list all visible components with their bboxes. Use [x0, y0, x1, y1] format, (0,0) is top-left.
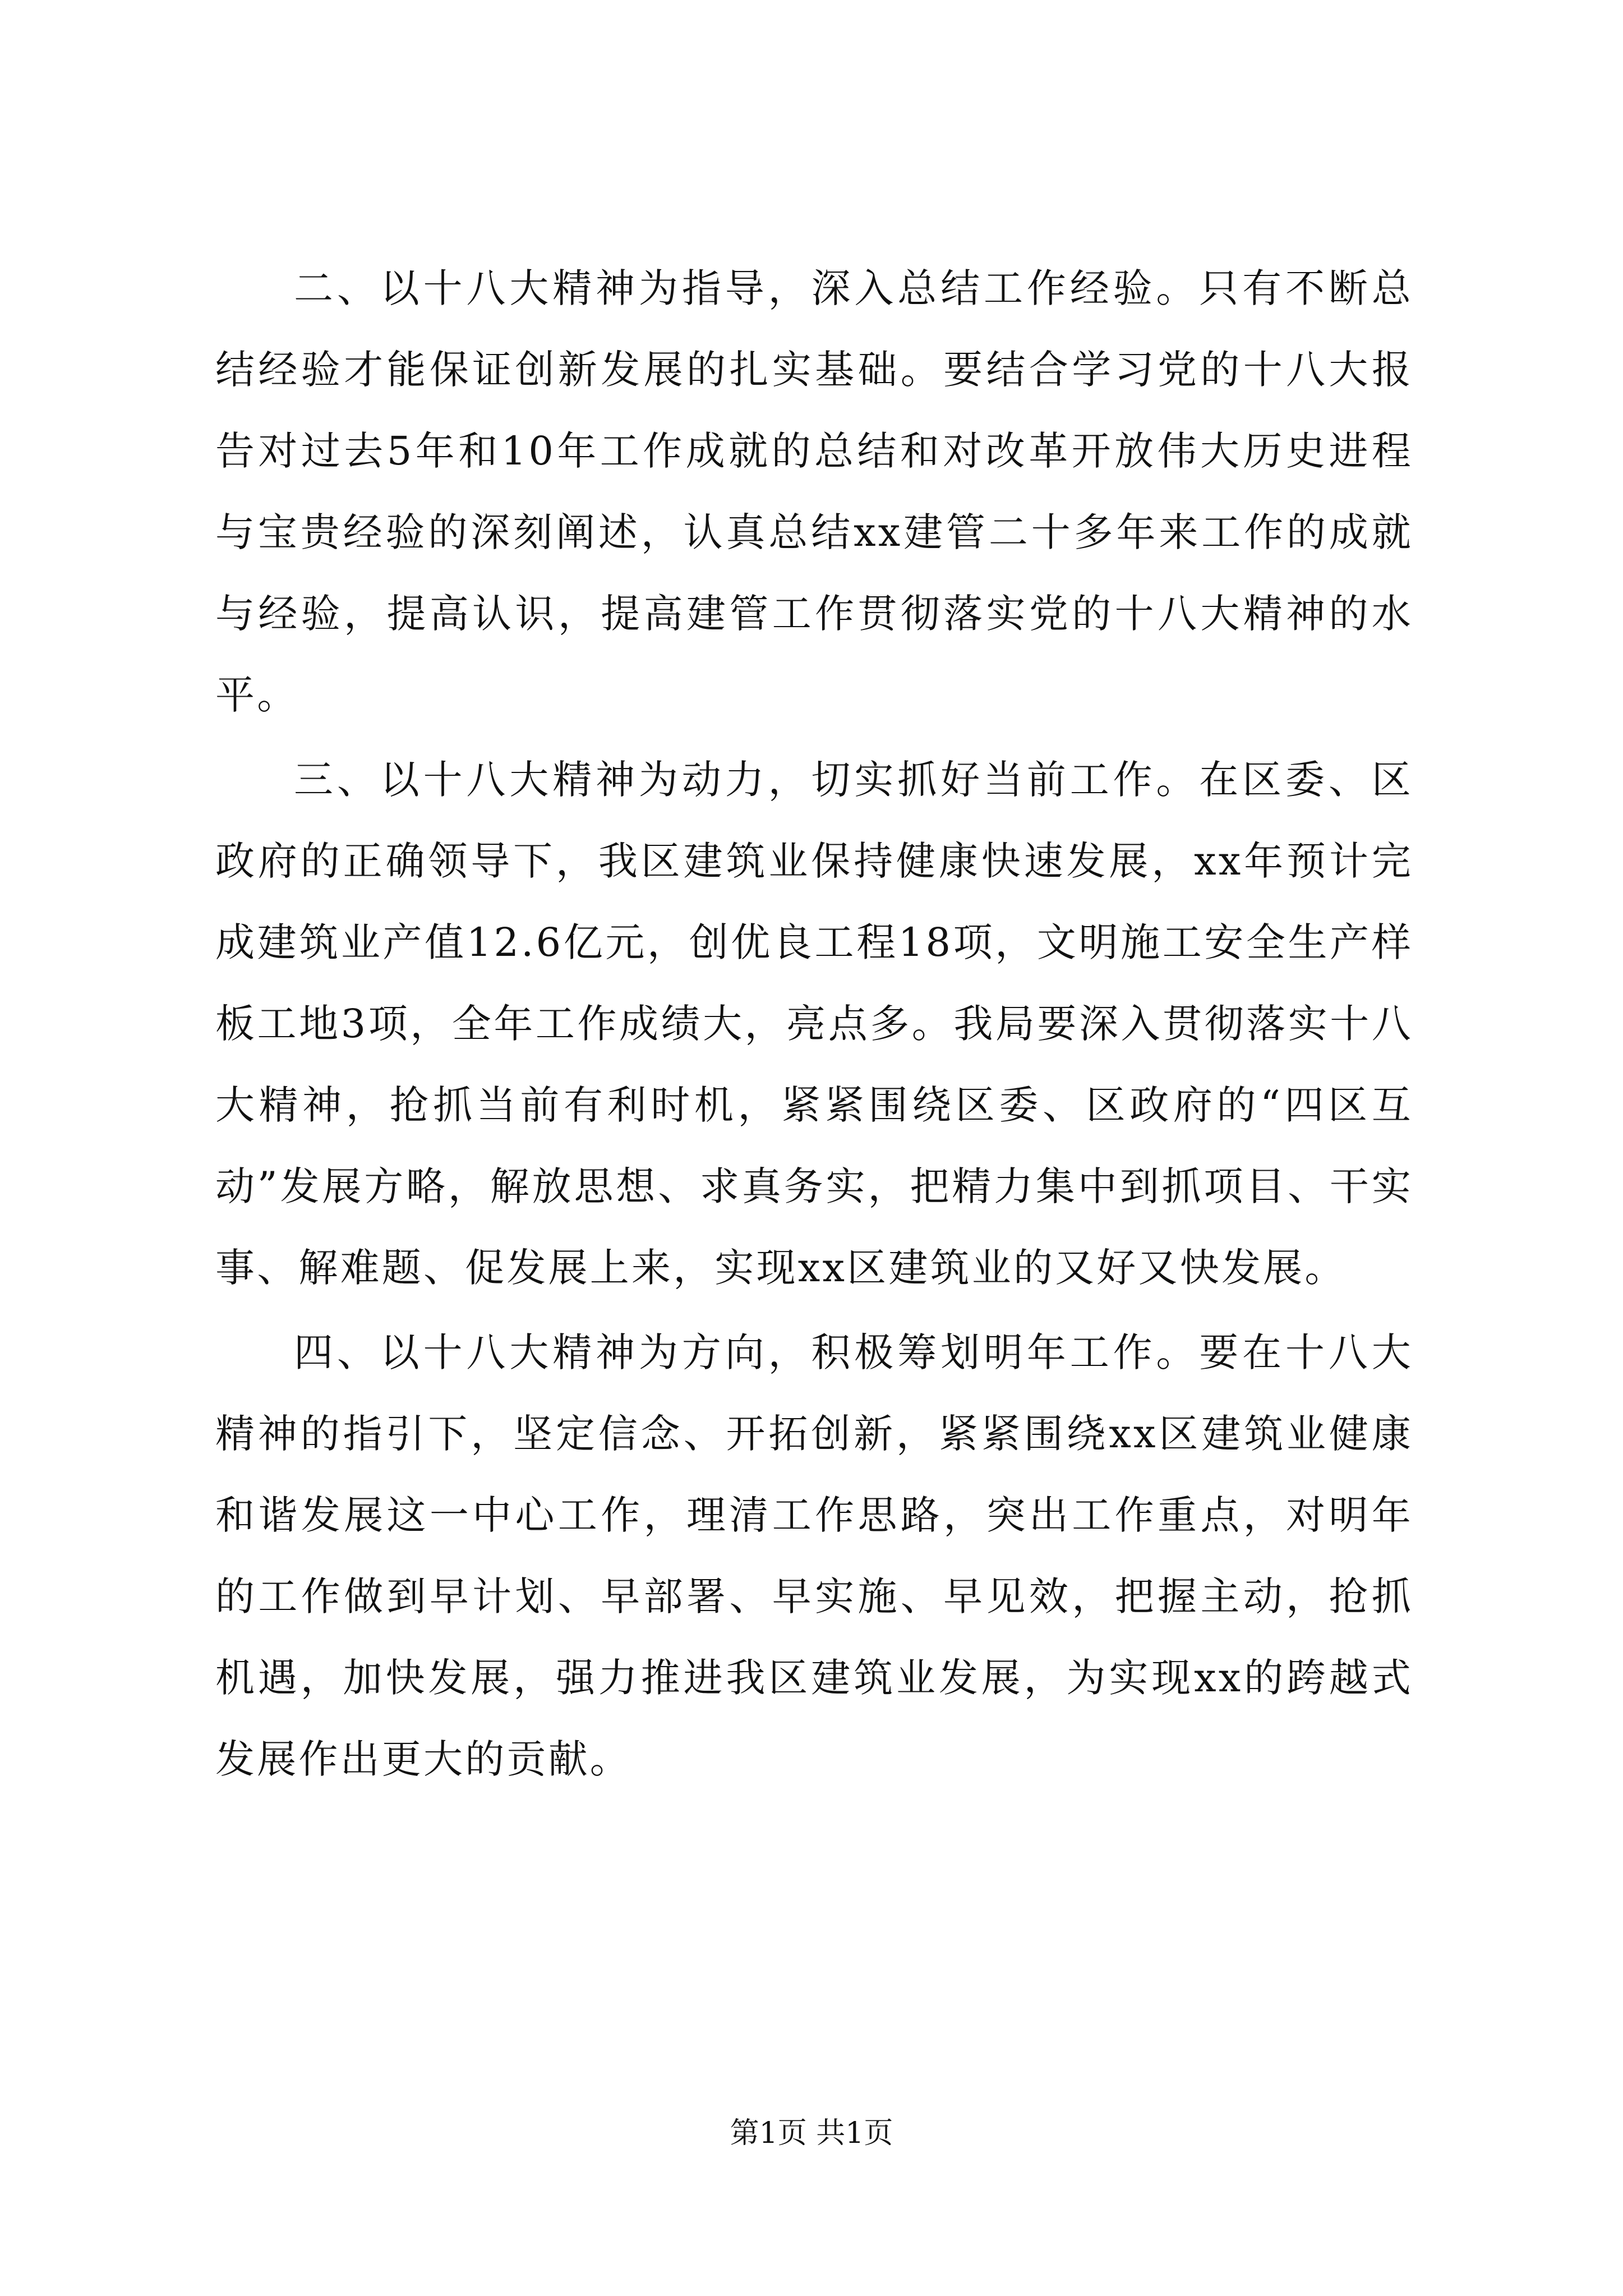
paragraph-3: 三、以十八大精神为动力，切实抓好当前工作。在区委、区政府的正确领导下，我区建筑业保持健康快速发展，xx年预计完成建筑业产值12.6亿元，创优良工程18项，文明施工安全生产样板工地3项，全年工作成绩大，亮点多。我局要深入贯彻落实十八大精神，抢抓当前有利时机，紧紧围绕区委、区政府的“四区互动”发展方略，解放思想、求真务实，把精力集中到抓项目、干实事、解难题、促发展上来，实现xx区建筑业的又好又快发展。	[215, 757, 1413, 1291]
document-body	[215, 248, 1413, 1803]
paragraph-4: 四、以十八大精神为方向，积极筹划明年工作。要在十八大精神的指引下，坚定信念、开拓创新，紧紧围绕xx区建筑业健康和谐发展这一中心工作，理清工作思路，突出工作重点，对明年的工作做到早计划、早部署、早实施、早见效，把握主动，抢抓机遇，加快发展，强力推进我区建筑业发展，为实现xx的跨越式发展作出更大的贡献。	[215, 1329, 1413, 1782]
paragraph-2: 二、以十八大精神为指导，深入总结工作经验。只有不断总结经验才能保证创新发展的扎实基础。要结合学习党的十八大报告对过去5年和10年工作成就的总结和对改革开放伟大历史进程与宝贵经验的深刻阐述，认真总结xx建管二十多年来工作的成就与经验，提高认识，提高建管工作贯彻落实党的十八大精神的水平。	[215, 265, 1413, 718]
page-footer: 第1页 共1页	[730, 2116, 893, 2150]
